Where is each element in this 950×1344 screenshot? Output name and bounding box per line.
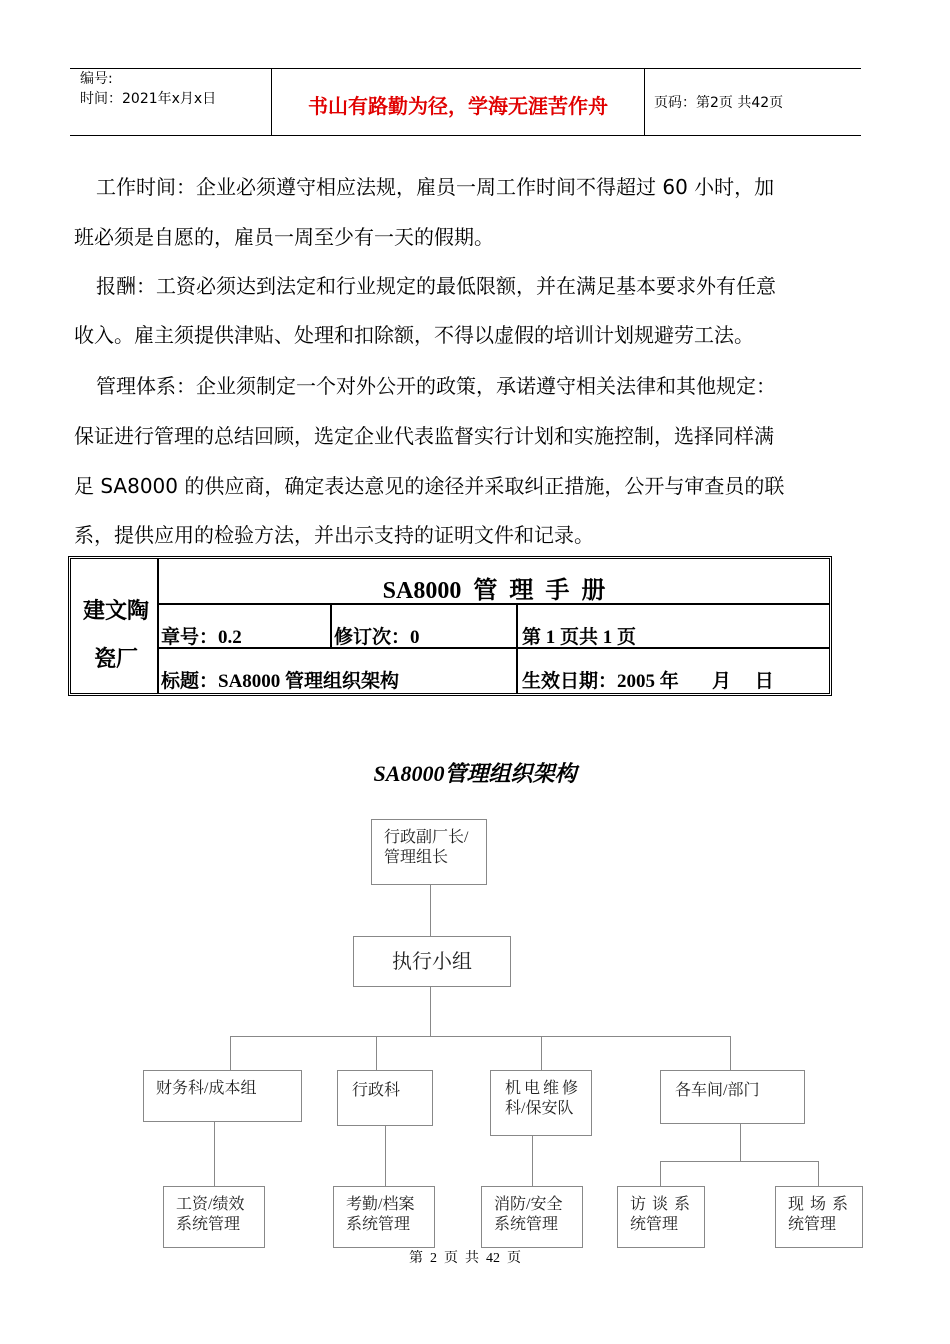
connector-admin-to-attendance	[385, 1125, 386, 1186]
time-label: 时间：2021年x月x日	[80, 91, 217, 107]
header-bottom-rule	[70, 135, 861, 136]
org-box-fire-safety	[481, 1186, 583, 1248]
org-box-attendance	[333, 1186, 435, 1248]
connector-group-down	[430, 986, 431, 1036]
connector-to-admin	[376, 1036, 377, 1070]
subject: 标题：SA8000 管理组织架构	[161, 671, 400, 692]
chapter-number: 章号：0.2	[161, 627, 242, 648]
org-box-deputy-director-line2: 管理组长	[384, 849, 449, 866]
company-name-line1: 建文陶	[82, 598, 149, 623]
org-box-workshops-label: 各车间/部门	[675, 1082, 760, 1099]
connector-to-workshop	[730, 1036, 731, 1070]
company-name-line2: 瓷厂	[93, 646, 138, 671]
org-box-wage-line2: 系统管理	[176, 1216, 241, 1233]
paragraph-pay-line2: 收入。雇主须提供津贴、处理和扣除额，不得以虚假的培训计划规避劳工法。	[74, 323, 754, 347]
org-box-site-line2: 统管理	[788, 1216, 837, 1233]
serial-label: 编号:	[80, 71, 113, 87]
header-top-rule	[70, 68, 861, 69]
org-box-maintenance-line1: 机电维修	[505, 1080, 582, 1097]
paragraph-management-line3: 足 SA8000 的供应商，确定表达意见的途径并采取纠正措施，公开与审查员的联	[74, 474, 785, 498]
org-box-admin	[337, 1070, 433, 1126]
connector-top-to-group	[430, 884, 431, 936]
paragraph-work-hours-line2: 班必须是自愿的，雇员一周至少有一天的假期。	[74, 225, 494, 249]
org-box-attendance-line2: 系统管理	[346, 1216, 411, 1233]
paragraph-work-hours-line1: 工作时间：企业必须遵守相应法规，雇员一周工作时间不得超过 60 小时，加	[96, 175, 775, 199]
org-box-deputy-director	[371, 819, 487, 885]
org-box-interview	[617, 1186, 705, 1248]
manual-title: SA8000 管 理 手 册	[382, 578, 606, 604]
org-box-wage	[163, 1186, 265, 1248]
org-box-attendance-line1: 考勤/档案	[346, 1196, 415, 1213]
org-box-finance-label: 财务科/成本组	[156, 1080, 257, 1097]
org-box-site	[775, 1186, 863, 1248]
org-chart-title: SA8000管理组织架构	[373, 761, 577, 786]
org-box-workshops	[660, 1070, 805, 1124]
org-box-maintenance	[490, 1070, 592, 1136]
paragraph-management-line1: 管理体系：企业须制定一个对外公开的政策，承诺遵守相关法律和其他规定：	[96, 374, 776, 398]
connector-to-maint	[541, 1036, 542, 1070]
connector-to-interview	[660, 1161, 661, 1186]
org-box-fire-safety-line1: 消防/安全	[494, 1196, 563, 1213]
org-box-interview-line1: 访谈系	[630, 1196, 697, 1213]
connector-workshop-bus	[660, 1161, 819, 1162]
connector-maint-to-fire	[532, 1135, 533, 1186]
connector-to-finance	[230, 1036, 231, 1070]
motto: 书山有路勤为径，学海无涯苦作舟	[308, 94, 608, 118]
org-box-admin-label: 行政科	[352, 1082, 401, 1099]
header-divider-right	[644, 69, 645, 135]
manual-header-table	[68, 556, 832, 696]
effective-date: 生效日期：2005 年 月 日	[522, 671, 774, 692]
connector-dept-bus	[230, 1036, 730, 1037]
paragraph-management-line2: 保证进行管理的总结回顾，选定企业代表监督实行计划和实施控制，选择同样满	[74, 424, 774, 448]
page-info: 页码：第2页 共42页	[654, 95, 784, 111]
page-count: 第 1 页共 1 页	[522, 627, 637, 648]
org-box-interview-line2: 统管理	[630, 1216, 679, 1233]
org-box-maintenance-line2: 科/保安队	[505, 1100, 574, 1117]
org-box-deputy-director-line1: 行政副厂长/	[384, 829, 469, 846]
org-box-site-line1: 现场系	[788, 1196, 855, 1213]
paragraph-pay-line1: 报酬：工资必须达到法定和行业规定的最低限额，并在满足基本要求外有任意	[96, 274, 776, 298]
revision-number: 修订次：0	[334, 627, 420, 648]
org-box-exec-group	[353, 936, 511, 987]
page-footer: 第 2 页 共 42 页	[409, 1251, 521, 1266]
paragraph-management-line4: 系，提供应用的检验方法，并出示支持的证明文件和记录。	[74, 523, 594, 547]
connector-to-site	[818, 1161, 819, 1186]
org-box-finance	[143, 1070, 302, 1122]
org-box-fire-safety-line2: 系统管理	[494, 1216, 559, 1233]
org-box-wage-line1: 工资/绩效	[176, 1196, 245, 1213]
connector-finance-to-wage	[214, 1121, 215, 1186]
connector-workshop-down	[740, 1123, 741, 1161]
org-box-exec-group-label: 执行小组	[392, 951, 472, 973]
